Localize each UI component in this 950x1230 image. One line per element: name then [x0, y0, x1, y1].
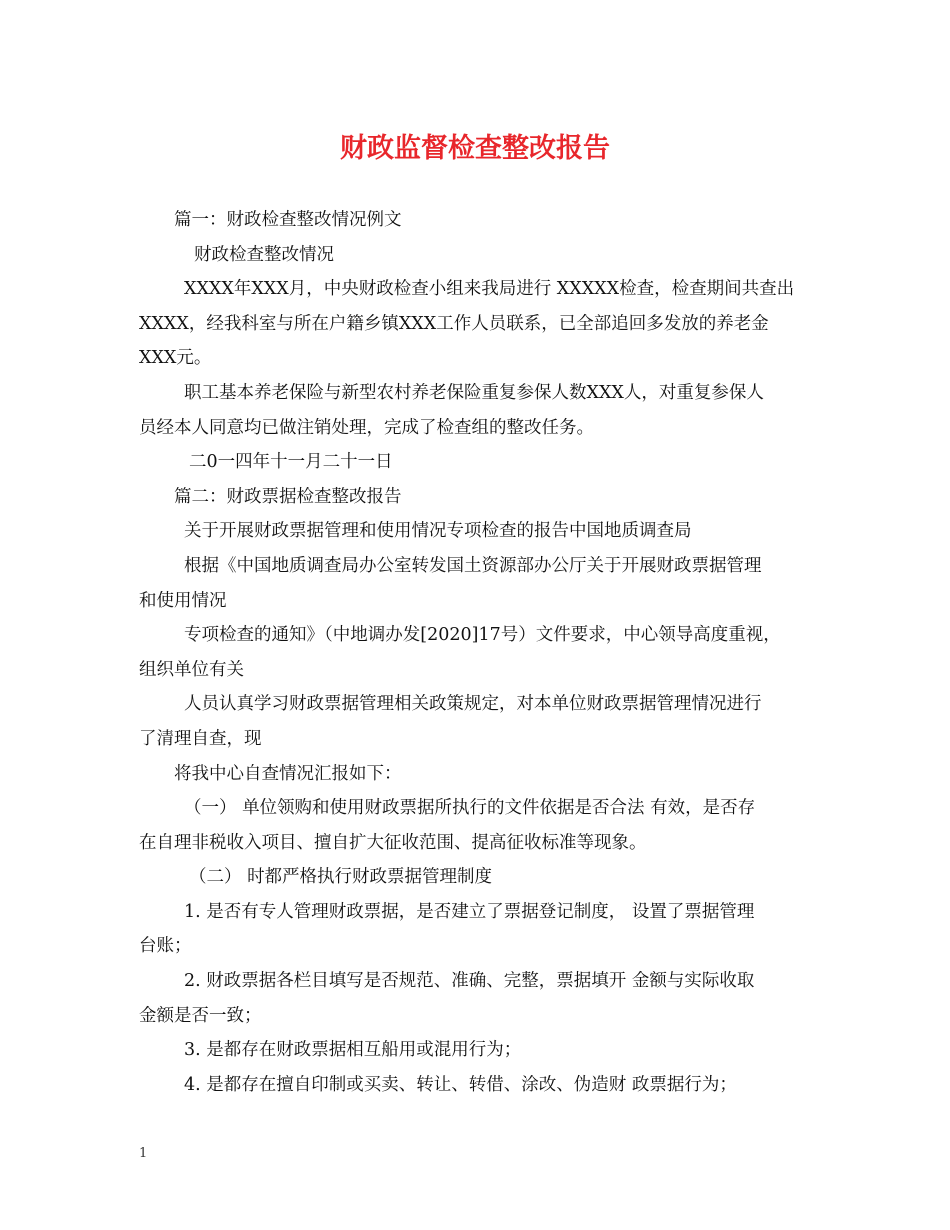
list-item-line: 1. 是否有专人管理财政票据，是否建立了票据登记制度， 设置了票据管理: [184, 901, 755, 922]
list-item-line: 金额是否一致；: [139, 1005, 262, 1026]
document-body: [139, 203, 819, 1102]
section-heading-1: 篇一：财政检查整改情况例文: [174, 210, 402, 230]
date-line: 二0一四年十一月二十一日: [189, 452, 393, 473]
page-number: 1: [139, 1146, 148, 1161]
paragraph-line: XXX元。: [139, 348, 212, 369]
paragraph-line: 和使用情况: [139, 590, 227, 611]
list-item-line: 4. 是都存在擅自印制或买卖、转让、转借、涂改、伪造财 政票据行为；: [184, 1074, 737, 1095]
paragraph-line: 专项检查的通知》（中地调办发[2020]17号）文件要求，中心领导高度重视，: [184, 625, 781, 646]
list-item-line: 3. 是都存在财政票据相互船用或混用行为；: [184, 1040, 522, 1061]
section-heading-2: 篇二：财政票据检查整改报告: [174, 486, 402, 507]
paragraph-line: 根据《中国地质调查局办公室转发国土资源部办公厅关于开展财政票据管理: [184, 555, 762, 576]
paragraph-line: 员经本人同意均已做注销处理，完成了检查组的整改任务。: [139, 417, 594, 438]
document-title: 财政监督检查整改报告: [340, 133, 610, 164]
paragraph-line: 人员认真学习财政票据管理相关政策规定，对本单位财政票据管理情况进行: [184, 694, 762, 715]
paragraph-line: XXXX，经我科室与所在户籍乡镇XXX工作人员联系，已全部追回多发放的养老金: [139, 313, 769, 334]
paragraph-line: 关于开展财政票据管理和使用情况专项检查的报告中国地质调查局: [184, 521, 692, 542]
list-item-line: 台账；: [139, 936, 192, 957]
paragraph-line: 组织单位有关: [139, 659, 244, 680]
paragraph-line: 将我中心自查情况汇报如下：: [174, 763, 402, 784]
list-item-line: （二） 时都严格执行财政票据管理制度: [189, 867, 493, 888]
list-item-line: （一） 单位领购和使用财政票据所执行的文件依据是否合法 有效，是否存: [184, 798, 756, 819]
list-item-line: 在自理非税收入项目、擅自扩大征收范围、提高征收标准等现象。: [139, 832, 647, 853]
paragraph-line: XXXX年XXX月，中央财政检查小组来我局进行 XXXXX检查，检查期间共查出: [184, 279, 795, 300]
list-item-line: 2. 财政票据各栏目填写是否规范、准确、完整，票据填开 金额与实际收取: [184, 971, 755, 992]
paragraph-line: 职工基本养老保险与新型农村养老保险重复参保人数XXX人，对重复参保人: [184, 382, 764, 403]
paragraph-line: 了清理自查，现: [139, 728, 262, 749]
subheading: 财政检查整改情况: [194, 244, 334, 265]
